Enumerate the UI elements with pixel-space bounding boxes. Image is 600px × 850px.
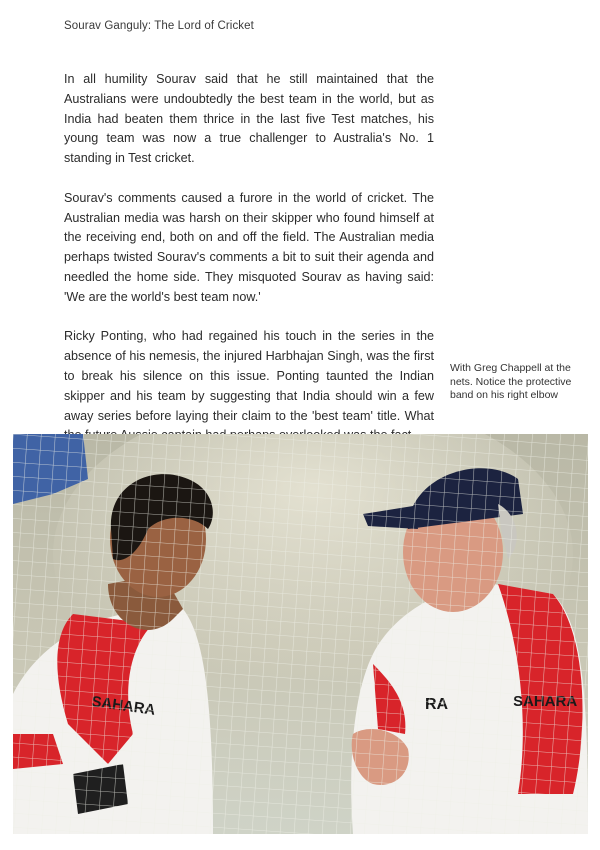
photo-caption: With Greg Chappell at the nets. Notice the protective band on his right elbow (450, 362, 572, 402)
cricket-net (13, 434, 588, 834)
photo (13, 434, 588, 834)
body-text (64, 70, 434, 446)
paragraph-2: Sourav's comments caused a furore in the world of cricket. The Australian media was harsh on their skipper who found himself at the receiving end, both on and off the field. The Australian media perhaps twisted Sourav's comments a bit to suit their agenda and needled the home side. They misquoted Sourav as having said: 'We are the world's best team now.' (64, 190, 434, 304)
paragraph-3: Ricky Ponting, who had regained his touch in the series in the absence of his nemesis, the injured Harbhajan Singh, was the first to break his silence on this issue. Ponting taunted the Indian skipper and his team by suggesting that India should win a few away series before laying their claim to the 'best team' title. What (64, 329, 434, 423)
running-head: Sourav Ganguly: The Lord of Cricket (64, 20, 254, 32)
paragraph-1: In all humility Sourav said that he still maintained that the Australians were undoubtedly the best team in the world, but as India had beaten them thrice in the last five Test matches, his young team was now a true challenger to Australia's No. 1 standing in Test cricket. (64, 72, 434, 166)
photo-illustration (13, 434, 588, 834)
